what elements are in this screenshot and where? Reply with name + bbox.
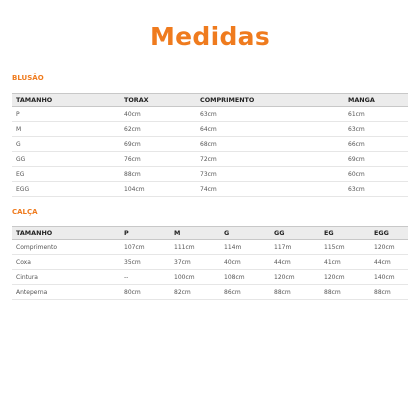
table-cell: Comprimento [12, 240, 120, 255]
column-header: MANGA [344, 94, 408, 107]
table-cell: 63cm [344, 122, 408, 137]
table-cell: 76cm [120, 152, 196, 167]
table-cell: Cintura [12, 270, 120, 285]
table-cell: 120cm [370, 240, 408, 255]
column-header: TAMANHO [12, 227, 120, 240]
column-header: TORAX [120, 94, 196, 107]
table-cell: 60cm [344, 167, 408, 182]
table-cell: 88cm [120, 167, 196, 182]
table-cell: 104cm [120, 182, 196, 197]
table-row [12, 240, 408, 255]
column-header: EG [320, 227, 370, 240]
column-header: GG [270, 227, 320, 240]
table-cell: 114m [220, 240, 270, 255]
table-row [12, 167, 408, 182]
column-header: COMPRIMENTO [196, 94, 344, 107]
table-cell: 44cm [270, 255, 320, 270]
table-row [12, 285, 408, 300]
table-row [12, 255, 408, 270]
table-cell: P [12, 107, 120, 122]
table-cell: 40cm [220, 255, 270, 270]
table-cell: 68cm [196, 137, 344, 152]
table-cell: 66cm [344, 137, 408, 152]
table-cell: 37cm [170, 255, 220, 270]
table-cell: 35cm [120, 255, 170, 270]
table-cell: 115cm [320, 240, 370, 255]
table-cell: 86cm [220, 285, 270, 300]
table-cell: 63cm [196, 107, 344, 122]
table-row [12, 137, 408, 152]
table-cell: 69cm [344, 152, 408, 167]
section-title-blusao: BLUSÃO [12, 74, 44, 82]
table-cell: 61cm [344, 107, 408, 122]
table-cell: 80cm [120, 285, 170, 300]
table-cell: 72cm [196, 152, 344, 167]
table-header-row [12, 94, 408, 107]
table-cell: 88cm [320, 285, 370, 300]
table-cell: 120cm [270, 270, 320, 285]
table-cell: 62cm [120, 122, 196, 137]
table-cell: G [12, 137, 120, 152]
table-cell: 120cm [320, 270, 370, 285]
table-cell: -- [120, 270, 170, 285]
table-cell: 88cm [270, 285, 320, 300]
table-cell: Anteperna [12, 285, 120, 300]
column-header: M [170, 227, 220, 240]
table-cell: EGG [12, 182, 120, 197]
calca-size-table [12, 226, 408, 300]
table-row [12, 182, 408, 197]
table-cell: 107cm [120, 240, 170, 255]
column-header: P [120, 227, 170, 240]
table-cell: M [12, 122, 120, 137]
table-cell: 69cm [120, 137, 196, 152]
column-header: EGG [370, 227, 408, 240]
table-row [12, 270, 408, 285]
table-cell: 88cm [370, 285, 408, 300]
table-cell: Coxa [12, 255, 120, 270]
table-cell: 44cm [370, 255, 408, 270]
section-title-calca: CALÇA [12, 208, 38, 216]
column-header: TAMANHO [12, 94, 120, 107]
table-cell: 117m [270, 240, 320, 255]
table-row [12, 107, 408, 122]
table-cell: 111cm [170, 240, 220, 255]
table-cell: 140cm [370, 270, 408, 285]
table-cell: 74cm [196, 182, 344, 197]
table-cell: 100cm [170, 270, 220, 285]
table-cell: 64cm [196, 122, 344, 137]
table-row [12, 152, 408, 167]
table-cell: 41cm [320, 255, 370, 270]
table-header-row [12, 227, 408, 240]
column-header: G [220, 227, 270, 240]
table-cell: 73cm [196, 167, 344, 182]
table-cell: GG [12, 152, 120, 167]
page-title: Medidas [149, 22, 271, 51]
table-row [12, 122, 408, 137]
table-cell: 63cm [344, 182, 408, 197]
table-cell: 108cm [220, 270, 270, 285]
table-cell: 82cm [170, 285, 220, 300]
table-cell: 40cm [120, 107, 196, 122]
table-cell: EG [12, 167, 120, 182]
blusao-size-table [12, 93, 408, 197]
